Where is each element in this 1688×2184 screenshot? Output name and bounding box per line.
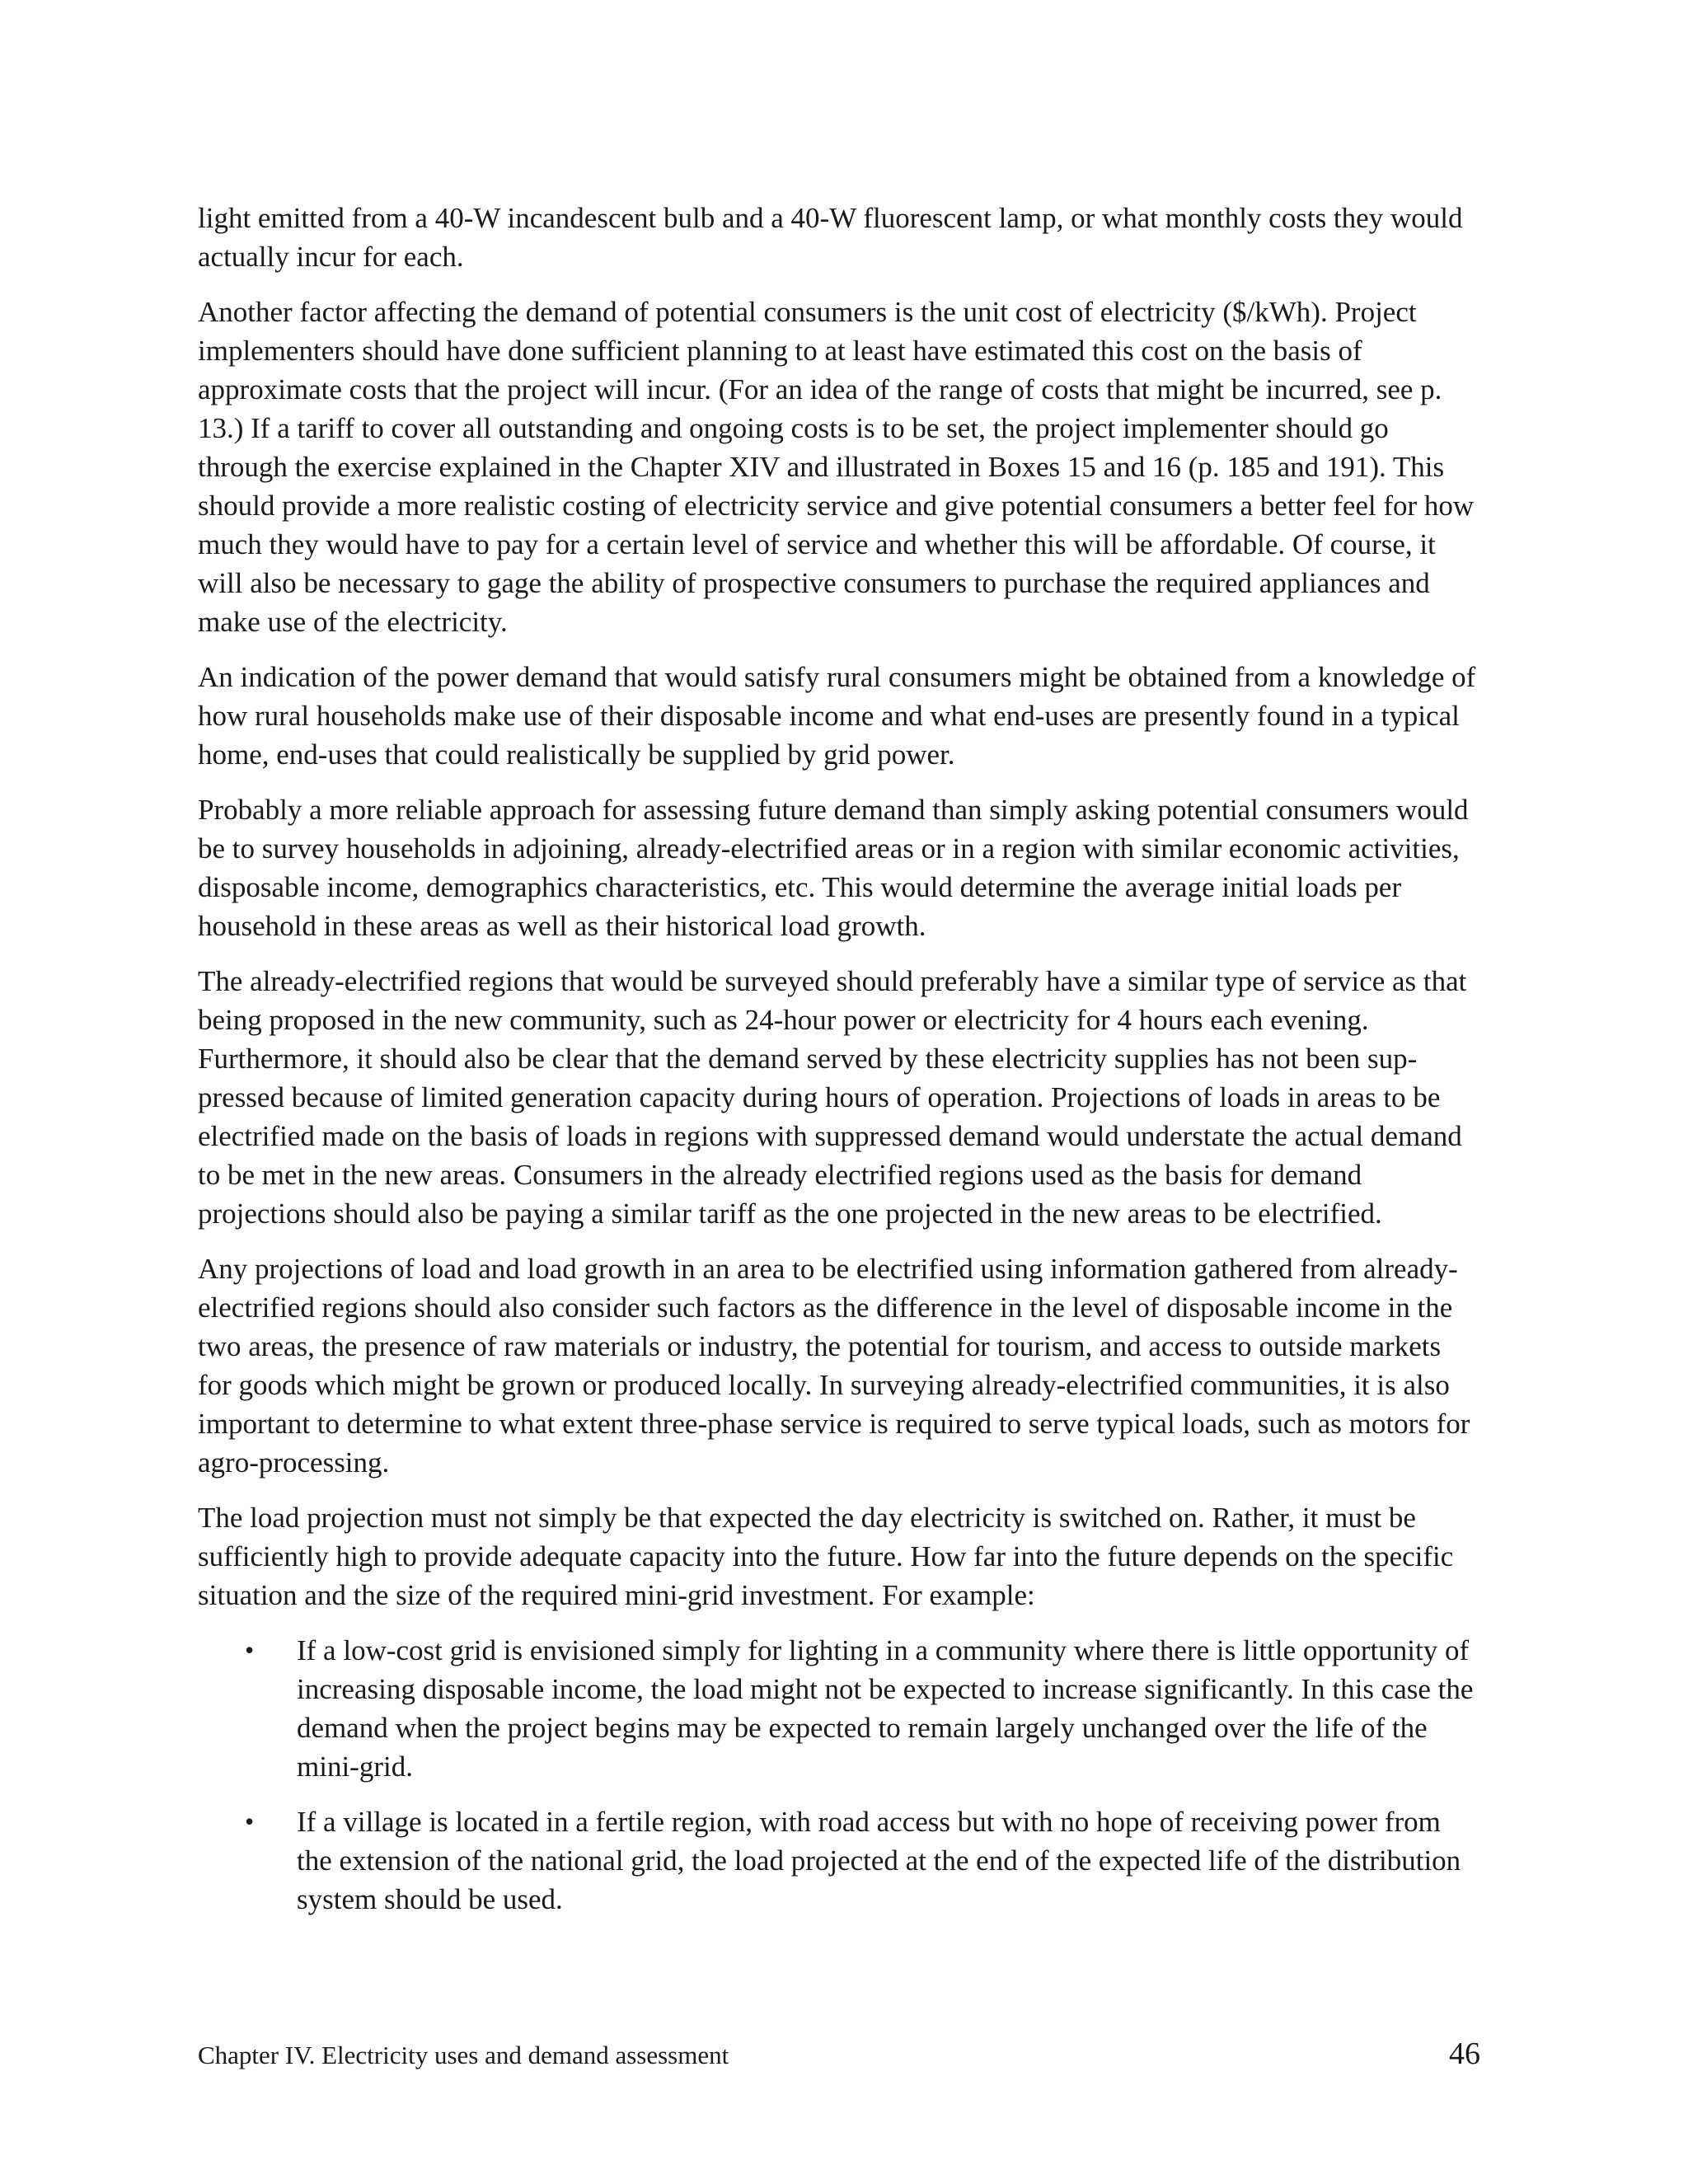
paragraph-7: The load projection must not simply be that expected the day electricity is switched on. Rather, it must be sufficiently high to provide adequate capacity into the future. How far into the future depends on the specific situation and the size of the required mini-grid investment. For example: bbox=[198, 1502, 1454, 1611]
list-item bbox=[198, 1802, 1480, 1919]
paragraph-3: An indication of the power demand that would satisfy rural consumers might be obtained from a knowledge of how rural households make use of their disposable income and what end-uses are presently found in a typical home, end-uses that could realistically be supplied by grid power. bbox=[198, 661, 1476, 771]
paragraph-6: Any projections of load and load growth in an area to be electrified using information gathered from already-electrified regions should also consider such factors as the difference in the level of disposable income in the two areas, the presence of raw materials or industry, the potential for tourism, and access to outside markets for goods which might be grown or produced locally. In surveying already-electrified communities, it is also important to determine to what extent three-phase service is required to serve typical loads, such as motors for agro-processing. bbox=[198, 1253, 1470, 1479]
page-number: 46 bbox=[1449, 2036, 1480, 2071]
bullet-text-1: If a low-cost grid is envisioned simply for lighting in a community where there is little opportunity of increasing disposable income, the load might not be expected to increase significantly. In this case the demand when the project begins may be expected to remain largely unchanged over the life of the mini-grid. bbox=[297, 1634, 1474, 1783]
paragraph-5: The already-electrified regions that would be surveyed should preferably have a similar type of service as that being proposed in the new community, such as 24-hour power or electricity for 4 hours each evening. Furthermore, it should also be clear that the demand served by these electricity supplies has not been sup-pressed because of limited generation capacity during hours of operation. Projections of loads in areas to be electrified made on the basis of loads in regions with suppressed demand would understate the actual demand to be met in the new areas. Consumers in the already electrified regions used as the basis for demand projections should also be paying a similar tariff as the one projected in the new areas to be electrified. bbox=[198, 965, 1467, 1230]
paragraph-4: Probably a more reliable approach for assessing future demand than simply asking potential consumers would be to survey households in adjoining, already-electrified areas or in a region with similar economic activities, disposable income, demographics characteristics, etc. This would determine the average initial loads per household in these areas as well as their historical load growth. bbox=[198, 794, 1469, 942]
bullet-list bbox=[198, 1631, 1480, 1919]
bullet-text-2: If a village is located in a fertile region, with road access but with no hope of receiving power from the extension of the national grid, the load projected at the end of the expected life of the distribution system should be used. bbox=[297, 1806, 1461, 1915]
list-item bbox=[198, 1631, 1480, 1786]
paragraph-2: Another factor affecting the demand of potential consumers is the unit cost of electricity ($/kWh). Project implementers should have done sufficient planning to at least have estimated this cost on the basis of approximate costs that the project will incur. (For an idea of the range of costs that might be incurred, see p. 13.) If a tariff to cover all outstanding and ongoing costs is to be set, the project implementer should go through the exercise explained in the Chapter XIV and illustrated in Boxes 15 and 16 (p. 185 and 191). This should provide a more realistic costing of electricity service and give potential consumers a better feel for how much they would have to pay for a certain level of service and whether this will be affordable. Of course, it will also be necessary to gage the ability of prospective consumers to purchase the required appliances and make use of the electricity. bbox=[198, 296, 1475, 638]
page-body bbox=[198, 199, 1480, 1935]
footer-chapter-title: Chapter IV. Electricity uses and demand assessment bbox=[198, 2041, 729, 2069]
page-footer bbox=[198, 2036, 1480, 2077]
paragraph-1: light emitted from a 40-W incandescent bulb and a 40-W fluorescent lamp, or what monthly costs they would actually incur for each. bbox=[198, 202, 1463, 273]
bullet-icon: • bbox=[245, 1807, 255, 1836]
bullet-icon: • bbox=[245, 1635, 255, 1665]
